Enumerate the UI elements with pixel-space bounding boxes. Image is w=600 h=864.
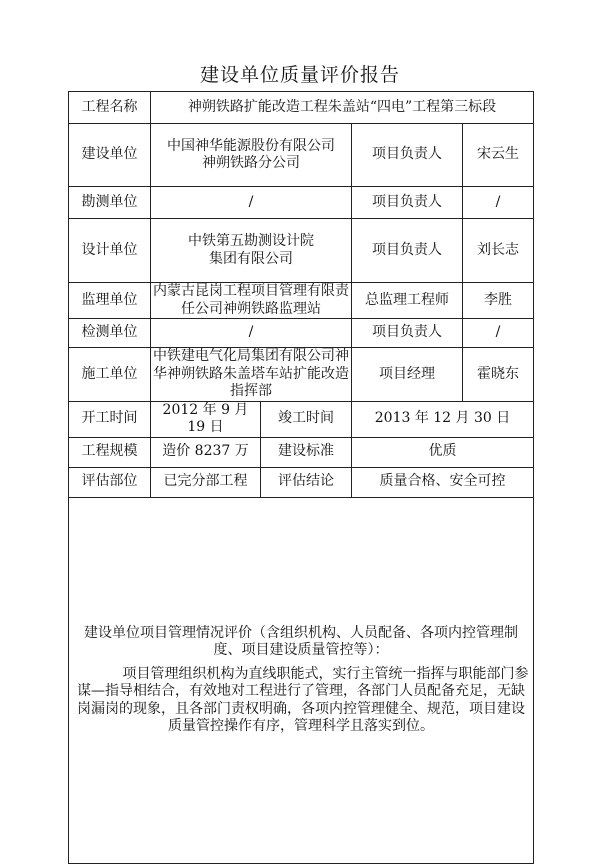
row-scale bbox=[69, 437, 534, 467]
construction-label: 施工单位 bbox=[69, 348, 151, 402]
conclusion-label: 评估结论 bbox=[261, 467, 352, 497]
row-testing bbox=[69, 319, 534, 348]
survey-value: / bbox=[151, 187, 352, 219]
design-role: 项目负责人 bbox=[352, 219, 463, 283]
survey-label: 勘测单位 bbox=[69, 187, 151, 219]
report-table bbox=[68, 91, 534, 864]
evaluation-cell bbox=[69, 497, 534, 863]
project-name-label: 工程名称 bbox=[69, 92, 151, 124]
report-title: 建设单位质量评价报告 bbox=[199, 64, 400, 86]
owner-person: 宋云生 bbox=[463, 124, 534, 187]
row-design bbox=[69, 219, 534, 283]
start-label: 开工时间 bbox=[69, 401, 151, 437]
testing-person: / bbox=[463, 319, 534, 348]
owner-value bbox=[151, 124, 352, 187]
owner-value-line2: 神朔铁路分公司 bbox=[202, 155, 300, 171]
design-value-line2: 集团有限公司 bbox=[209, 250, 293, 267]
row-evaluation bbox=[69, 497, 534, 863]
project-name-value: 神朔铁路扩能改造工程朱盖站“四电”工程第三标段 bbox=[151, 92, 534, 124]
supervision-value: 内蒙古昆岗工程项目管理有限责任公司神朔铁路监理站 bbox=[151, 283, 352, 319]
row-schedule bbox=[69, 401, 534, 437]
supervision-person: 李胜 bbox=[463, 283, 534, 319]
row-supervision bbox=[69, 283, 534, 319]
testing-role: 项目负责人 bbox=[352, 319, 463, 348]
row-assessment bbox=[69, 467, 534, 497]
row-project-name bbox=[69, 92, 534, 124]
design-person: 刘长志 bbox=[463, 219, 534, 283]
start-value: 2012 年 9 月 19 日 bbox=[151, 401, 261, 437]
assessment-value: 已完分部工程 bbox=[151, 467, 261, 497]
evaluation-heading: 建设单位项目管理情况评价（含组织机构、人员配备、各项内控管理制度、项目建设质量管控等）： bbox=[84, 624, 518, 658]
design-value-line1: 中铁第五勘测设计院 bbox=[188, 233, 314, 249]
construction-person: 霍晓东 bbox=[463, 348, 534, 402]
design-label: 设计单位 bbox=[69, 219, 151, 283]
supervision-label: 监理单位 bbox=[69, 283, 151, 319]
end-value: 2013 年 12 月 30 日 bbox=[352, 401, 534, 437]
end-label: 竣工时间 bbox=[261, 401, 352, 437]
owner-role: 项目负责人 bbox=[352, 124, 463, 187]
standard-label: 建设标准 bbox=[261, 437, 352, 467]
survey-role: 项目负责人 bbox=[352, 187, 463, 219]
supervision-role: 总监理工程师 bbox=[352, 283, 463, 319]
row-owner bbox=[69, 124, 534, 187]
owner-label: 建设单位 bbox=[69, 124, 151, 187]
evaluation-body: 项目管理组织机构为直线职能式，实行主管统一指挥与职能部门参谋—指导相结合，有效地对工程进行了管理，各部门人员配备充足，无缺岗漏岗的现象，且各部门责权明确，各项内控管理健全、规范，项目建设质量管控操作有序，管理科学且落实到位。 bbox=[77, 665, 529, 734]
scale-value: 造价 8237 万 bbox=[151, 437, 261, 467]
standard-value: 优质 bbox=[352, 437, 534, 467]
construction-role: 项目经理 bbox=[352, 348, 463, 402]
conclusion-value: 质量合格、安全可控 bbox=[352, 467, 534, 497]
owner-value-line1: 中国神华能源股份有限公司 bbox=[167, 137, 335, 154]
row-construction bbox=[69, 348, 534, 402]
row-survey bbox=[69, 187, 534, 219]
construction-value: 中铁建电气化局集团有限公司神华神朔铁路朱盖塔车站扩能改造指挥部 bbox=[151, 348, 352, 402]
design-value bbox=[151, 219, 352, 283]
testing-label: 检测单位 bbox=[69, 319, 151, 348]
scale-label: 工程规模 bbox=[69, 437, 151, 467]
testing-value: / bbox=[151, 319, 352, 348]
assessment-label: 评估部位 bbox=[69, 467, 151, 497]
survey-person: / bbox=[463, 187, 534, 219]
